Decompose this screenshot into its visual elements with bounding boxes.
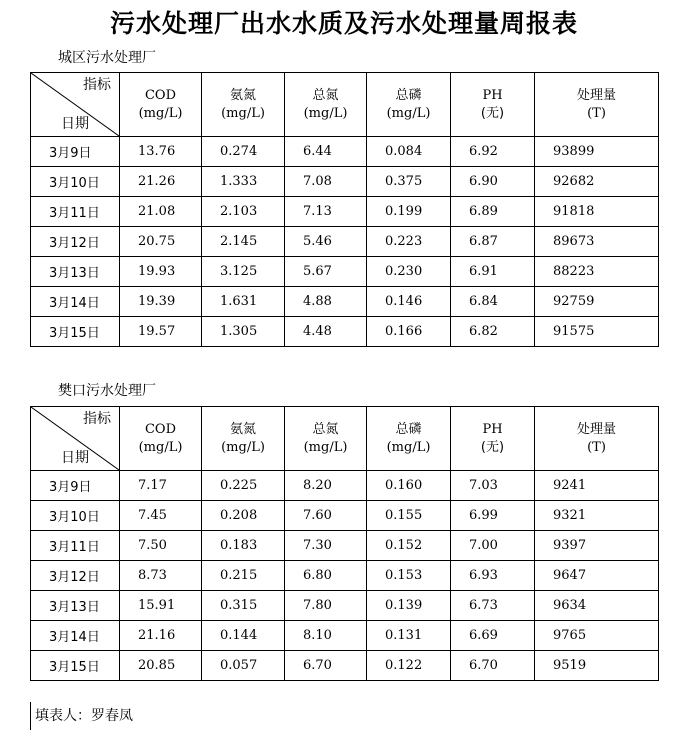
tn-cell: 7.80 [285, 591, 367, 621]
volume-cell: 89673 [535, 227, 659, 257]
header-total-nitrogen: 总氮 (mg/L) [285, 407, 367, 471]
tp-cell: 0.139 [367, 591, 451, 621]
table-row [31, 287, 659, 317]
tp-cell: 0.160 [367, 471, 451, 501]
report-title: 污水处理厂出水水质及污水处理量周报表 [109, 9, 578, 38]
ammonia-cell: 0.057 [202, 651, 285, 681]
cod-cell: 21.26 [120, 167, 202, 197]
volume-cell: 9765 [535, 621, 659, 651]
form-filler-signature: 填表人：罗春凤 [30, 702, 133, 730]
ph-cell: 6.87 [451, 227, 535, 257]
tn-cell: 8.10 [285, 621, 367, 651]
section-label-urban-plant: 城区污水处理厂 [58, 50, 156, 66]
header-ammonia: 氨氮 (mg/L) [202, 73, 285, 137]
table-row [31, 621, 659, 651]
cod-cell: 8.73 [120, 561, 202, 591]
date-cell: 3月15日 [31, 651, 120, 681]
cod-cell: 21.08 [120, 197, 202, 227]
ph-cell: 6.99 [451, 501, 535, 531]
date-cell: 3月12日 [31, 561, 120, 591]
tn-cell: 7.60 [285, 501, 367, 531]
date-cell: 3月10日 [31, 501, 120, 531]
ph-cell: 6.69 [451, 621, 535, 651]
header-ph: PH (无) [451, 407, 535, 471]
date-cell: 3月9日 [31, 137, 120, 167]
tp-cell: 0.152 [367, 531, 451, 561]
date-cell: 3月13日 [31, 257, 120, 287]
cod-cell: 19.39 [120, 287, 202, 317]
corner-label-date: 日期 [61, 116, 89, 132]
tp-cell: 0.084 [367, 137, 451, 167]
table-row [31, 137, 659, 167]
urban-plant-table [30, 72, 659, 347]
table-row [31, 591, 659, 621]
corner-header-cell [31, 407, 120, 471]
tp-cell: 0.131 [367, 621, 451, 651]
corner-header-cell [31, 73, 120, 137]
date-cell: 3月11日 [31, 531, 120, 561]
tn-cell: 8.20 [285, 471, 367, 501]
ph-cell: 6.82 [451, 317, 535, 347]
tn-cell: 6.44 [285, 137, 367, 167]
header-volume: 处理量 (T) [535, 407, 659, 471]
cod-cell: 7.45 [120, 501, 202, 531]
table-row [31, 651, 659, 681]
header-row [31, 73, 659, 137]
date-cell: 3月14日 [31, 287, 120, 317]
tp-cell: 0.166 [367, 317, 451, 347]
ammonia-cell: 0.274 [202, 137, 285, 167]
ammonia-cell: 0.225 [202, 471, 285, 501]
cod-cell: 20.85 [120, 651, 202, 681]
date-cell: 3月15日 [31, 317, 120, 347]
volume-cell: 91818 [535, 197, 659, 227]
header-total-phosphorus: 总磷 (mg/L) [367, 73, 451, 137]
section-label-fankou-plant: 樊口污水处理厂 [58, 383, 156, 399]
table-row [31, 501, 659, 531]
corner-label-indicator: 指标 [83, 77, 111, 93]
cod-cell: 15.91 [120, 591, 202, 621]
tn-cell: 7.30 [285, 531, 367, 561]
volume-cell: 92682 [535, 167, 659, 197]
header-total-phosphorus: 总磷 (mg/L) [367, 407, 451, 471]
ammonia-cell: 0.215 [202, 561, 285, 591]
date-cell: 3月11日 [31, 197, 120, 227]
volume-cell: 9321 [535, 501, 659, 531]
volume-cell: 9519 [535, 651, 659, 681]
tn-cell: 4.48 [285, 317, 367, 347]
tp-cell: 0.155 [367, 501, 451, 531]
header-volume: 处理量 (T) [535, 73, 659, 137]
ammonia-cell: 1.333 [202, 167, 285, 197]
date-cell: 3月13日 [31, 591, 120, 621]
ammonia-cell: 1.305 [202, 317, 285, 347]
ammonia-cell: 2.103 [202, 197, 285, 227]
ammonia-cell: 0.315 [202, 591, 285, 621]
header-total-nitrogen: 总氮 (mg/L) [285, 73, 367, 137]
tp-cell: 0.199 [367, 197, 451, 227]
tn-cell: 5.67 [285, 257, 367, 287]
table-row [31, 317, 659, 347]
ph-cell: 6.90 [451, 167, 535, 197]
ph-cell: 7.03 [451, 471, 535, 501]
header-row [31, 407, 659, 471]
tn-cell: 6.70 [285, 651, 367, 681]
table-row [31, 471, 659, 501]
tn-cell: 5.46 [285, 227, 367, 257]
cod-cell: 13.76 [120, 137, 202, 167]
date-cell: 3月9日 [31, 471, 120, 501]
tp-cell: 0.122 [367, 651, 451, 681]
cod-cell: 7.50 [120, 531, 202, 561]
table-row [31, 257, 659, 287]
tp-cell: 0.223 [367, 227, 451, 257]
tp-cell: 0.230 [367, 257, 451, 287]
header-ph: PH (无) [451, 73, 535, 137]
ph-cell: 6.84 [451, 287, 535, 317]
tn-cell: 4.88 [285, 287, 367, 317]
volume-cell: 9241 [535, 471, 659, 501]
ph-cell: 6.91 [451, 257, 535, 287]
volume-cell: 9397 [535, 531, 659, 561]
corner-label-date: 日期 [61, 450, 89, 466]
corner-label-indicator: 指标 [83, 411, 111, 427]
ph-cell: 6.89 [451, 197, 535, 227]
volume-cell: 9647 [535, 561, 659, 591]
table-row [31, 227, 659, 257]
header-ammonia: 氨氮 (mg/L) [202, 407, 285, 471]
date-cell: 3月12日 [31, 227, 120, 257]
table-row [31, 531, 659, 561]
cod-cell: 19.93 [120, 257, 202, 287]
ph-cell: 6.92 [451, 137, 535, 167]
volume-cell: 91575 [535, 317, 659, 347]
table-row [31, 197, 659, 227]
ph-cell: 6.73 [451, 591, 535, 621]
ammonia-cell: 3.125 [202, 257, 285, 287]
cod-cell: 21.16 [120, 621, 202, 651]
ammonia-cell: 0.183 [202, 531, 285, 561]
tp-cell: 0.153 [367, 561, 451, 591]
ammonia-cell: 0.208 [202, 501, 285, 531]
volume-cell: 88223 [535, 257, 659, 287]
cod-cell: 7.17 [120, 471, 202, 501]
date-cell: 3月14日 [31, 621, 120, 651]
table-row [31, 167, 659, 197]
ammonia-cell: 1.631 [202, 287, 285, 317]
tn-cell: 6.80 [285, 561, 367, 591]
cod-cell: 20.75 [120, 227, 202, 257]
header-cod: COD (mg/L) [120, 407, 202, 471]
tn-cell: 7.08 [285, 167, 367, 197]
table-row [31, 561, 659, 591]
tn-cell: 7.13 [285, 197, 367, 227]
ph-cell: 7.00 [451, 531, 535, 561]
ammonia-cell: 2.145 [202, 227, 285, 257]
ph-cell: 6.93 [451, 561, 535, 591]
tp-cell: 0.375 [367, 167, 451, 197]
volume-cell: 93899 [535, 137, 659, 167]
ammonia-cell: 0.144 [202, 621, 285, 651]
fankou-plant-table [30, 406, 659, 681]
tp-cell: 0.146 [367, 287, 451, 317]
date-cell: 3月10日 [31, 167, 120, 197]
volume-cell: 92759 [535, 287, 659, 317]
volume-cell: 9634 [535, 591, 659, 621]
ph-cell: 6.70 [451, 651, 535, 681]
cod-cell: 19.57 [120, 317, 202, 347]
header-cod: COD (mg/L) [120, 73, 202, 137]
